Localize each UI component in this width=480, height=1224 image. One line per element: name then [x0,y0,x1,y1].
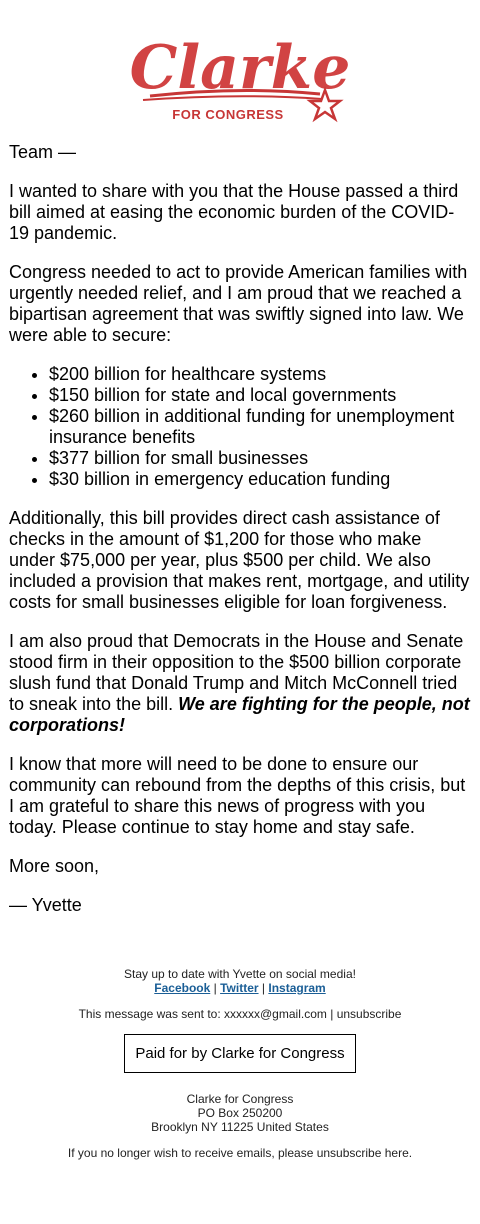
opt-out-text[interactable]: If you no longer wish to receive emails, please unsubscribe here. [67,1146,413,1160]
paragraph-intro: I wanted to share with you that the House passed a third bill aimed at easing the economic burden of the COVID-19 pandemic. [9,181,459,243]
facebook-link[interactable]: Facebook [154,981,211,995]
signature: — Yvette [9,895,82,915]
paid-for-disclaimer: Paid for by Clarke for Congress [124,1034,355,1073]
instagram-link[interactable]: Instagram [268,981,326,995]
campaign-logo [0,20,480,124]
list-item: • $200 billion for healthcare systems [49,364,471,385]
logo-wordmark: Clarke [129,33,351,103]
opposition-text: I am also proud that Democrats in the House and Senate stood firm in their opposition to the $500 billion corporate slush fund that Donald Trump and Mitch McConnell tried to sneak into the bill. [9,631,464,714]
sent-to-label: This message was sent to: [78,1007,221,1021]
paragraph-cash-assistance: Additionally, this bill provides direct cash assistance of checks in the amount of $1,200 for those who make under $75,000 per year, plus $500 per child. We also included a provision that makes rent, mortgage, and utility costs for small businesses eligible for loan forgiveness. [9,508,470,612]
twitter-link[interactable]: Twitter [220,981,259,995]
paragraph-relief: Congress needed to act to provide American families with urgently needed relief, and I am proud that we reached a bipartisan agreement that was swiftly signed into law. We were able to secure: [9,262,468,345]
funding-list [9,364,471,490]
list-item: • $377 billion for small businesses [49,448,471,469]
address-line: Clarke for Congress [186,1092,294,1106]
list-item: • $30 billion in emergency education funding [49,469,471,490]
address-line: Brooklyn NY 11225 United States [151,1120,329,1134]
logo-tagline: FOR CONGRESS [172,107,284,122]
recipient-email: xxxxxx@gmail.com [224,1007,327,1021]
list-item: • $260 billion in additional funding for unemployment insurance benefits [49,406,471,448]
paragraph-closing-message: I know that more will need to be done to ensure our community can rebound from the depths of this crisis, but I am grateful to share this news of progress with you today. Please continue to stay home and stay safe. [9,754,466,837]
greeting: Team — [9,142,77,162]
separator: | [330,1007,334,1021]
unsubscribe-link[interactable]: unsubscribe [336,1007,402,1021]
sent-to-line [0,1007,480,1021]
address-line: PO Box 250200 [197,1106,283,1120]
paragraph-opposition [9,631,471,736]
closing: More soon, [9,856,100,876]
separator: | [213,981,217,995]
logo-graphic [0,20,480,124]
email-footer [0,967,480,1160]
emphasis-text: We are fighting for the people, not corporations! [9,694,470,735]
list-item: • $150 billion for state and local governments [49,385,471,406]
separator: | [261,981,266,995]
social-links [0,981,480,995]
email-body [9,142,471,934]
social-prompt: Stay up to date with Yvette on social media! [124,967,356,981]
